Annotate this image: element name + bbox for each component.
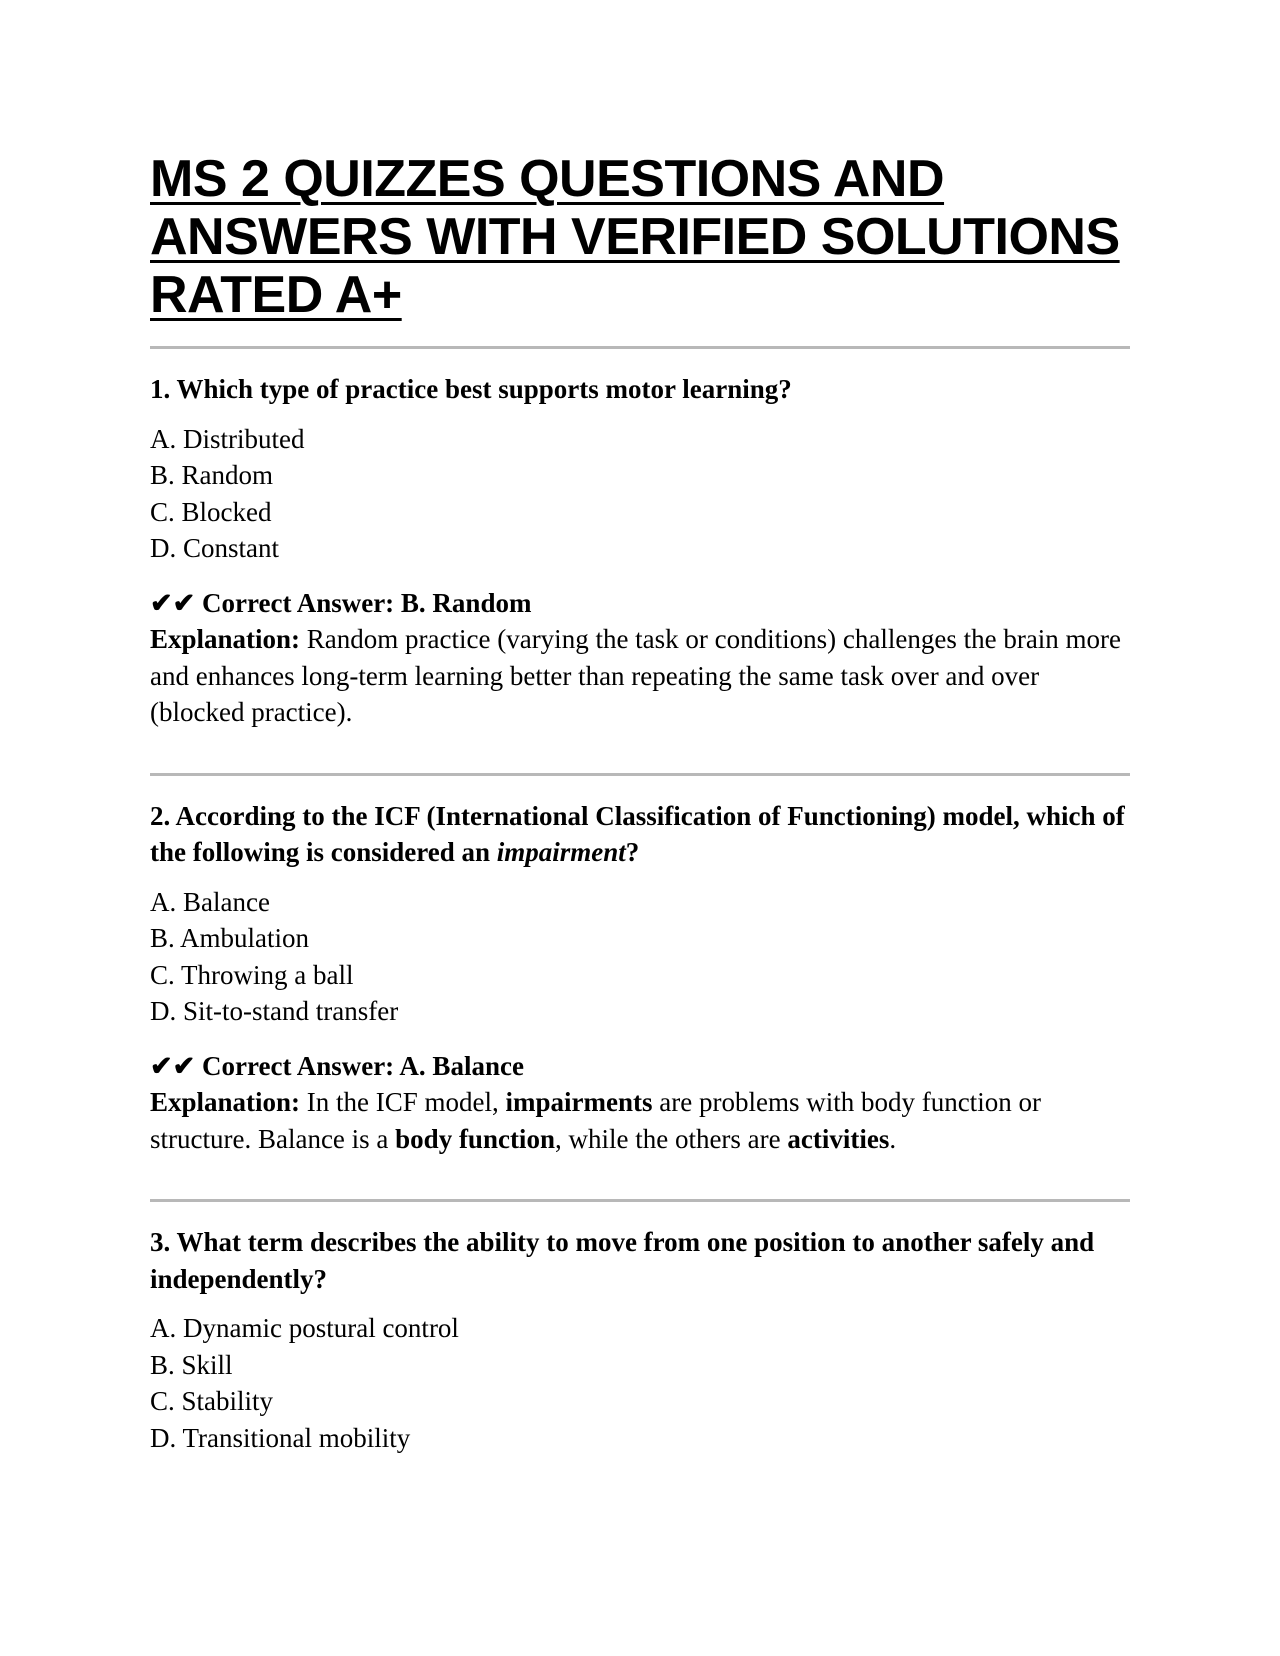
question-text-part: ?	[625, 837, 640, 867]
document-title	[150, 150, 1130, 324]
option-a: A. Distributed	[150, 423, 305, 454]
correct-answer: ✔✔ Correct Answer: B. Random	[150, 587, 532, 618]
option-b: B. Ambulation	[150, 923, 310, 953]
option-d: D. Transitional mobility	[150, 1422, 411, 1453]
option-d: D. Constant	[150, 533, 280, 563]
option-b: B. Skill	[150, 1349, 233, 1380]
option-d: D. Sit-to-stand transfer	[150, 996, 399, 1026]
answer-options	[150, 1310, 1130, 1456]
title-line: MS 2 QUIZZES QUESTIONS AND	[150, 150, 945, 208]
question-text-part: 2. According to the ICF (International Classification of Functioning) model, which of the following is considered an	[150, 800, 1125, 867]
document-page	[150, 150, 1130, 1456]
option-c: C. Throwing a ball	[150, 959, 354, 990]
explanation-bold: body function	[395, 1123, 555, 1154]
explanation-label: Explanation:	[150, 624, 301, 654]
explanation	[150, 1084, 1130, 1157]
option-a: A. Balance	[150, 886, 270, 917]
answer-options	[150, 421, 1130, 567]
option-c: C. Stability	[150, 1386, 274, 1416]
title-line: RATED A+	[150, 266, 402, 324]
question-text: 3. What term describes the ability to move from one position to another safely and independently?	[150, 1227, 1095, 1294]
question-text	[150, 798, 1130, 871]
question-block-3	[150, 1224, 1130, 1456]
explanation-text: Random practice (varying the task or conditions) challenges the brain more and enhances long-term learning better than repeating the same task over and over (blocked practice).	[150, 624, 1122, 727]
divider	[150, 773, 1130, 776]
question-block-2	[150, 798, 1130, 1158]
option-b: B. Random	[150, 460, 274, 490]
explanation	[150, 621, 1130, 731]
answer-options	[150, 884, 1130, 1030]
divider	[150, 1199, 1130, 1202]
divider	[150, 346, 1130, 349]
explanation-bold: activities	[787, 1123, 890, 1154]
question-emphasis: impairment	[496, 837, 626, 867]
question-block-1	[150, 371, 1130, 731]
option-a: A. Dynamic postural control	[150, 1313, 459, 1343]
option-c: C. Blocked	[150, 496, 272, 527]
question-text: 1. Which type of practice best supports motor learning?	[150, 374, 792, 404]
explanation-text: .	[889, 1123, 897, 1154]
explanation-text: In the ICF model,	[300, 1087, 506, 1117]
title-line: ANSWERS WITH VERIFIED SOLUTIONS	[150, 208, 1120, 266]
explanation-bold: impairments	[505, 1087, 653, 1117]
explanation-text: are problems with body function or structure. Balance is a	[150, 1087, 1041, 1154]
correct-answer: ✔✔ Correct Answer: A. Balance	[150, 1050, 524, 1081]
explanation-text: , while the others are	[554, 1123, 788, 1154]
explanation-label: Explanation:	[150, 1087, 301, 1117]
